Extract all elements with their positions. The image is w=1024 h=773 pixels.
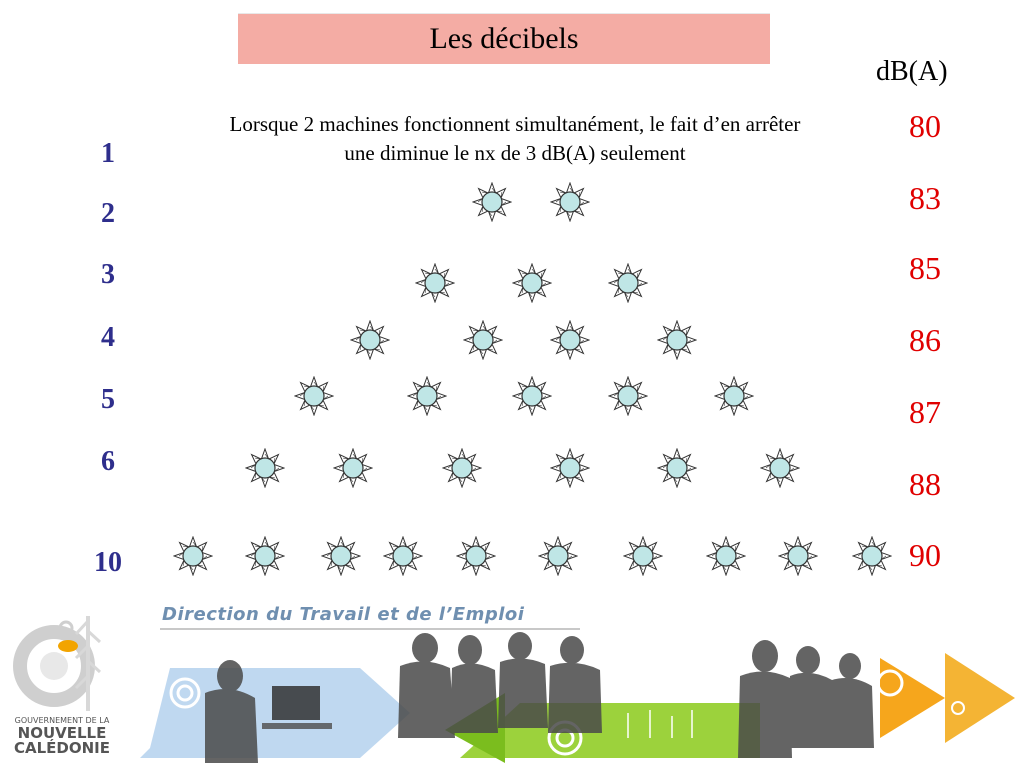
machine-sun-icon (778, 536, 818, 576)
machine-sun-icon (714, 376, 754, 416)
machine-sun-icon (512, 376, 552, 416)
unit-label: dB(A) (876, 56, 948, 87)
machine-sun-icon (456, 536, 496, 576)
page-title: Les décibels (429, 22, 579, 55)
machine-sun-icon (383, 536, 423, 576)
gov-line-2 (6, 726, 118, 756)
machine-sun-icon (472, 182, 512, 222)
gov-line-2-text: NOUVELLE (17, 724, 107, 742)
agency-name-text: Direction du Travail et de l’Emploi (162, 604, 525, 625)
machine-count-3: 3 (101, 259, 115, 290)
machine-sun-icon (442, 448, 482, 488)
machine-sun-icon (608, 263, 648, 303)
machine-count-6: 6 (101, 446, 115, 477)
machine-sun-icon (407, 376, 447, 416)
agency-name (162, 604, 524, 625)
decibel-level-85: 85 (909, 250, 941, 286)
machine-sun-icon (245, 536, 285, 576)
gov-line-3-text: CALÉDONIE (13, 739, 110, 757)
decibel-level-83: 83 (909, 180, 941, 216)
machine-count-2: 2 (101, 198, 115, 229)
machine-sun-icon (538, 536, 578, 576)
machine-sun-icon (550, 448, 590, 488)
machine-sun-icon (512, 263, 552, 303)
machine-sun-icon (294, 376, 334, 416)
machine-sun-icon (852, 536, 892, 576)
machine-sun-icon (415, 263, 455, 303)
decibel-level-87: 87 (909, 394, 941, 430)
gov-line-1: GOUVERNEMENT DE LA (14, 716, 110, 725)
machine-sun-icon (657, 320, 697, 360)
description-text: Lorsque 2 machines fonctionnent simultanément, le fait d’en arrêter une diminue le nx de 3 dB(A) seulement (229, 112, 801, 165)
machine-sun-icon (173, 536, 213, 576)
machine-count-10: 10 (94, 547, 122, 578)
machine-sun-icon (321, 536, 361, 576)
machine-sun-icon (550, 320, 590, 360)
machine-sun-icon (623, 536, 663, 576)
machine-sun-icon (608, 376, 648, 416)
machine-sun-icon (350, 320, 390, 360)
machine-count-1: 1 (101, 138, 115, 169)
machine-sun-icon (463, 320, 503, 360)
machine-count-4: 4 (101, 322, 115, 353)
machine-sun-icon (245, 448, 285, 488)
machine-sun-icon (706, 536, 746, 576)
decibel-level-88: 88 (909, 466, 941, 502)
decibel-level-86: 86 (909, 322, 941, 358)
machine-sun-icon (333, 448, 373, 488)
machine-sun-icon (550, 182, 590, 222)
machine-sun-icon (760, 448, 800, 488)
machine-count-5: 5 (101, 384, 115, 415)
machine-sun-icon (657, 448, 697, 488)
agency-underline (160, 628, 580, 630)
decibel-level-80: 80 (909, 108, 941, 144)
decibel-level-90: 90 (909, 537, 941, 573)
